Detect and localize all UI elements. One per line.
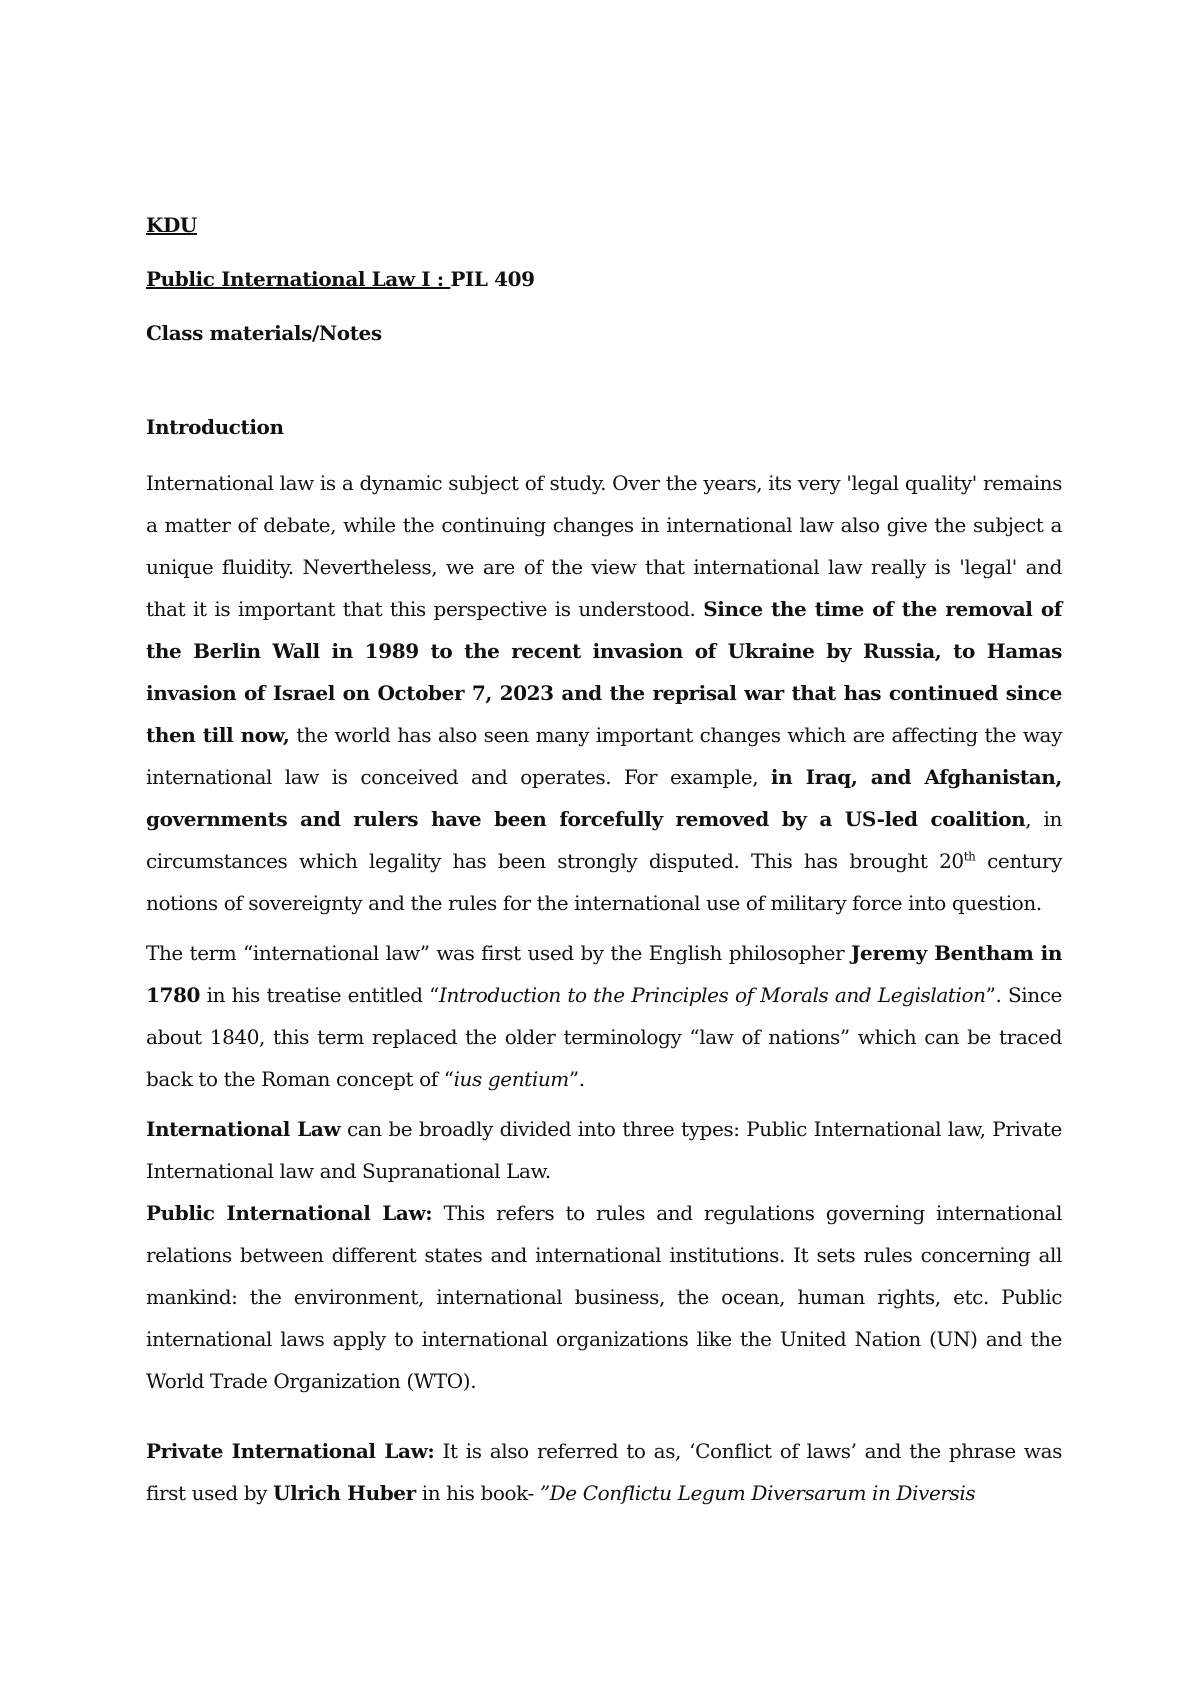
- institution-heading: [146, 210, 1062, 240]
- text-run: can be broadly divided into three types: Public International law, Private International law and Supranational Law.: [146, 1117, 1062, 1183]
- notes-subtitle: Class materials/Notes: [146, 321, 382, 345]
- bold-run: Private International Law:: [146, 1439, 435, 1463]
- text-run: It is also referred to as, ‘Conflict of laws’ and the phrase was first used by: [146, 1439, 1062, 1505]
- text-run: in his book-: [415, 1481, 540, 1505]
- paragraph-public-international-law: [146, 1192, 1062, 1402]
- document-page: [146, 210, 1062, 1514]
- paragraph-private-international-law: [146, 1430, 1062, 1514]
- superscript: th: [963, 849, 976, 864]
- text-run: century notions of sovereignty and the rules for the international use of military force into question.: [146, 849, 1062, 915]
- italic-run: ”De Conflictu Legum Diversarum in Diversis: [539, 1481, 976, 1505]
- italic-run: Introduction to the Principles of Morals and Legislation: [439, 983, 986, 1007]
- text-run: ”. Since about 1840, this term replaced the older terminology “law of nations” which can be traced back to the Roman concept of “: [146, 983, 1062, 1091]
- bold-run: in Iraq, and Afghanistan, governments and rulers have been forcefully removed by a US-led coalition: [146, 765, 1062, 831]
- course-title: Public International Law I :: [146, 267, 451, 291]
- paragraph-term-origin: [146, 932, 1062, 1100]
- text-run: The term “international law” was first used by the English philosopher: [146, 941, 851, 965]
- text-run: ”.: [568, 1067, 585, 1091]
- text-run: , in circumstances which legality has been strongly disputed. This has brought 20: [146, 807, 1062, 873]
- text-run: International law is a dynamic subject of study. Over the years, its very 'legal quality' remains a matter of debate, while the continuing changes in international law also give the subject a unique fluidity. Nevertheless, we are of the view that international law really is 'legal' and that it is important that this perspective is understood.: [146, 471, 1062, 621]
- bold-run: Public International Law:: [146, 1201, 433, 1225]
- text-run: This refers to rules and regulations governing international relations between different states and international institutions. It sets rules concerning all mankind: the environment, international business, the ocean, human rights, etc. Public international laws apply to international organizations like the United Nation (UN) and the World Trade Organization (WTO).: [146, 1201, 1062, 1393]
- bold-run: Jeremy Bentham in 1780: [146, 941, 1063, 1007]
- institution-name: KDU: [146, 213, 197, 237]
- course-heading: [146, 264, 1062, 294]
- italic-run: ius gentium: [453, 1067, 569, 1091]
- text-run: in his treatise entitled “: [200, 983, 440, 1007]
- paragraph-intro: [146, 462, 1062, 924]
- paragraph-law-types: [146, 1108, 1062, 1192]
- course-code: PIL 409: [450, 267, 535, 291]
- section-heading-introduction: Introduction: [146, 415, 284, 439]
- bold-run: International Law: [146, 1117, 341, 1141]
- text-run: the world has also seen many important changes which are affecting the way international law is conceived and operates. For example,: [146, 723, 1062, 789]
- bold-run: Since the time of the removal of the Berlin Wall in 1989 to the recent invasion of Ukraine by Russia, to Hamas invasion of Israel on October 7, 2023 and the reprisal war that has continued since then till now,: [146, 597, 1062, 747]
- bold-run: Ulrich Huber: [273, 1481, 416, 1505]
